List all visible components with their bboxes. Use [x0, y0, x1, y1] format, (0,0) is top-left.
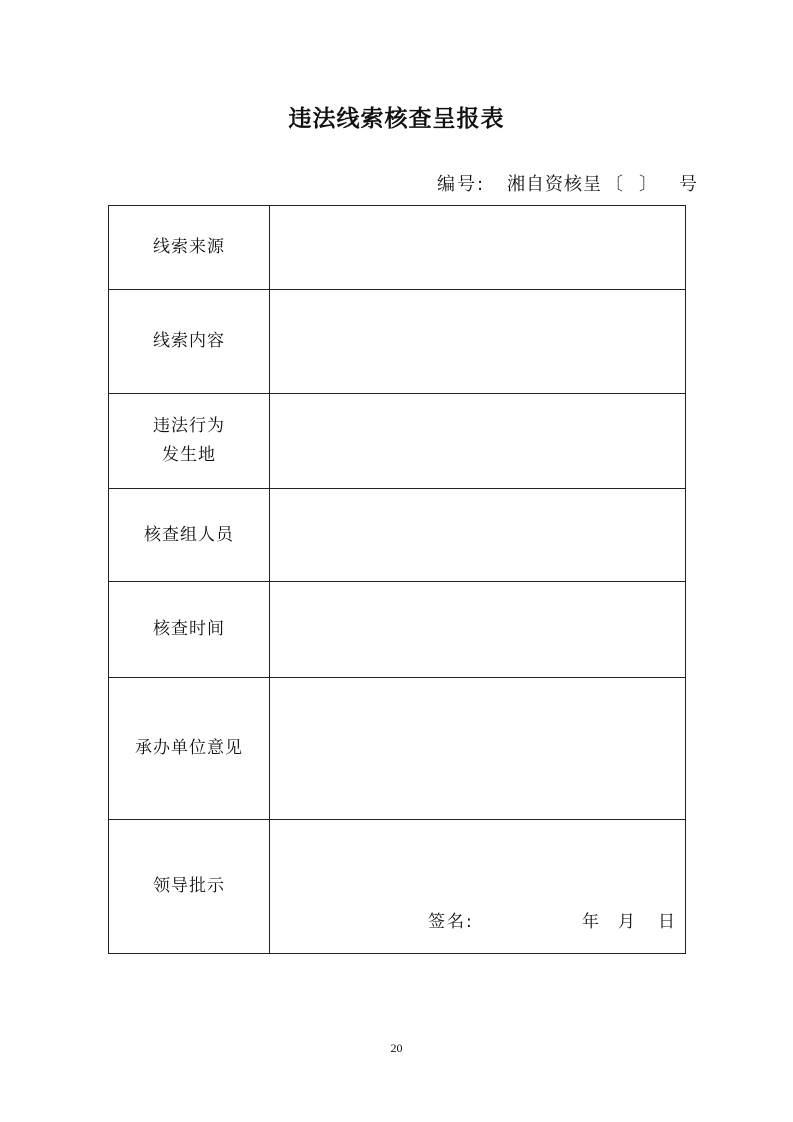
field-inspection-team[interactable] [270, 489, 686, 582]
row-label-line-2: 发生地 [162, 445, 216, 465]
field-unit-opinion[interactable] [270, 678, 686, 820]
row-label-violation-location [109, 394, 270, 489]
report-form-table [108, 205, 686, 954]
page-number: 20 [390, 1041, 403, 1055]
date-day-label: 日 [658, 912, 675, 932]
table-row [109, 820, 686, 954]
row-label-clue-content: 线索内容 [109, 290, 270, 394]
row-label-inspection-team: 核查组人员 [109, 489, 270, 582]
serial-label: 编号: [437, 174, 486, 195]
field-leader-instruction[interactable] [270, 820, 686, 954]
serial-prefix: 湘自资核呈 [507, 174, 602, 195]
document-title: 违法线索核查呈报表 [288, 106, 505, 132]
table-row [109, 394, 686, 489]
row-label-inspection-time: 核查时间 [109, 582, 270, 678]
field-clue-source[interactable] [270, 206, 686, 290]
table-row [109, 582, 686, 678]
serial-number-line [437, 172, 699, 198]
field-inspection-time[interactable] [270, 582, 686, 678]
date-month-label: 月 [618, 912, 635, 932]
serial-suffix: 号 [679, 174, 697, 195]
signature-line [428, 909, 675, 935]
serial-bracket-open: 〔 [605, 174, 623, 195]
signature-label: 签名: [428, 912, 474, 932]
serial-bracket-close: 〕 [639, 174, 657, 195]
date-year-label: 年 [582, 912, 599, 932]
table-row [109, 489, 686, 582]
row-label-leader-instruction: 领导批示 [109, 820, 270, 954]
table-row [109, 290, 686, 394]
table-row [109, 678, 686, 820]
field-violation-location[interactable] [270, 394, 686, 489]
row-label-unit-opinion: 承办单位意见 [109, 678, 270, 820]
field-clue-content[interactable] [270, 290, 686, 394]
table-row [109, 206, 686, 290]
row-label-line-1: 违法行为 [153, 416, 225, 436]
row-label-clue-source: 线索来源 [109, 206, 270, 290]
